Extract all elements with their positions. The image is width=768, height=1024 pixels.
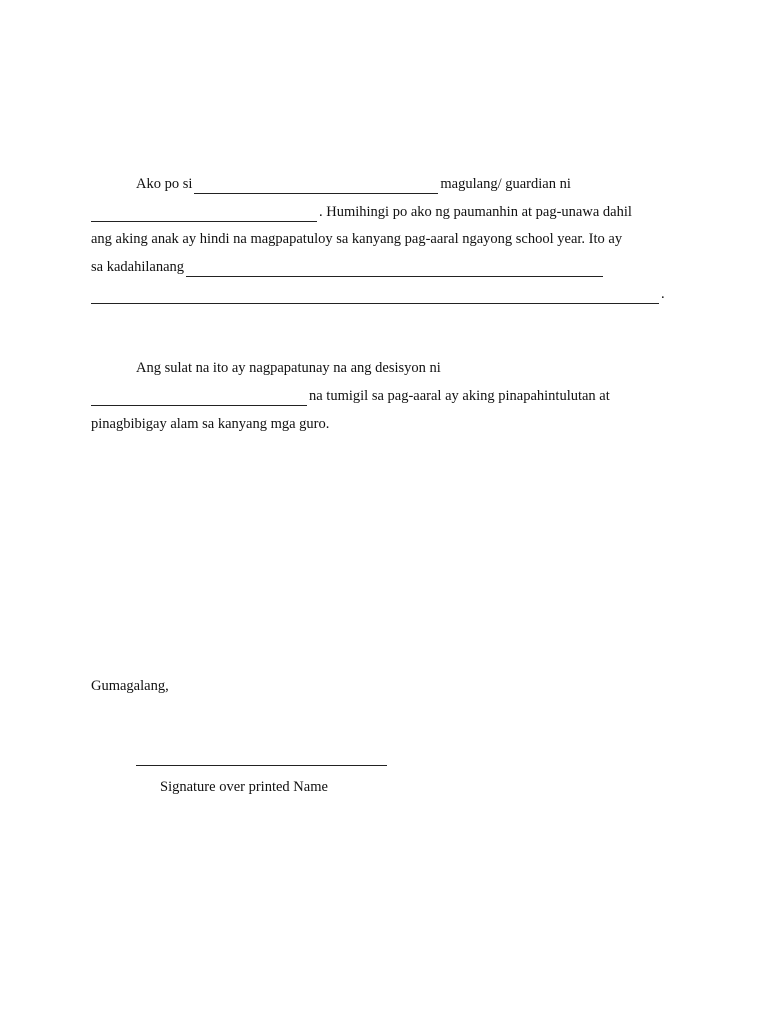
p1-text-ang-aking-anak: ang aking anak ay hindi na magpapatuloy sa kanyang pag-aaral ngayong school year. Ito ay: [91, 231, 623, 247]
signature-caption-line: [160, 777, 328, 797]
child-name-blank[interactable]: [91, 207, 317, 222]
closing-line: [91, 676, 169, 696]
p2-text-na-tumigil: na tumigil sa pag-aaral ay aking pinapahintulutan at: [309, 388, 610, 404]
p2-text-pinagbibigay: pinagbibigay alam sa kanyang mga guro.: [91, 416, 330, 432]
signature-line[interactable]: [136, 765, 387, 766]
reason-blank-2[interactable]: [91, 289, 659, 304]
student-name-blank[interactable]: [91, 391, 307, 406]
reason-blank-1[interactable]: [186, 262, 603, 277]
p2-line-1: [136, 358, 441, 378]
p1-text-ako-po-si: Ako po si: [136, 176, 193, 192]
p1-line-3: [91, 229, 622, 249]
closing-text: Gumagalang,: [91, 678, 169, 694]
p1-line-4: [91, 257, 605, 277]
p2-text-ang-sulat: Ang sulat na ito ay nagpapatunay na ang desisyon ni: [136, 360, 441, 376]
parent-name-blank[interactable]: [194, 179, 438, 194]
p1-line-2: [91, 202, 632, 222]
signature-caption: Signature over printed Name: [160, 779, 328, 795]
p2-line-2: [91, 386, 610, 406]
p2-line-3: [91, 414, 329, 434]
p1-line-1: [136, 174, 571, 194]
p1-text-sa-kadahilanang: sa kadahilanang: [91, 259, 185, 275]
p1-text-humihingi: . Humihingi po ako ng paumanhin at pag-unawa dahil: [319, 204, 632, 220]
p1-text-period: .: [661, 286, 665, 302]
p1-line-5: [91, 284, 665, 304]
p1-text-magulang: magulang/ guardian ni: [440, 176, 571, 192]
